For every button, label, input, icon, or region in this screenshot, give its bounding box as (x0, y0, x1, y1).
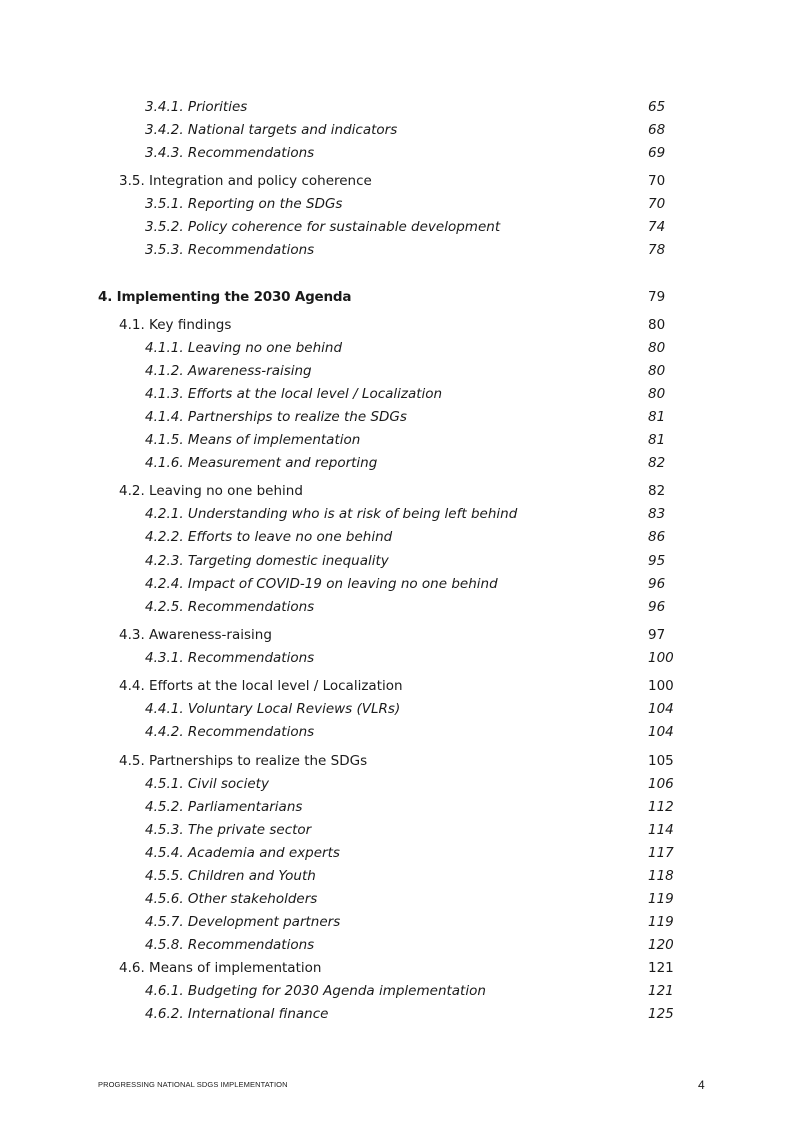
toc-entry-title: 3.4.1. Priorities (145, 99, 248, 115)
toc-entry-page-number: 82 (648, 455, 666, 471)
toc-subsection-entry[interactable] (0, 407, 793, 427)
toc-subsection-entry[interactable] (0, 597, 793, 617)
toc-entry-title: 3.5.1. Reporting on the SDGs (145, 196, 343, 212)
toc-entry-title: 4.2.3. Targeting domestic inequality (145, 553, 389, 569)
toc-entry-title: 4.5. Partnerships to realize the SDGs (119, 753, 368, 769)
toc-entry-title: 4.1.4. Partnerships to realize the SDGs (145, 409, 407, 425)
toc-subsection-entry[interactable] (0, 453, 793, 473)
toc-entry-title: 4.5.5. Children and Youth (145, 868, 316, 884)
running-footer-title: PROGRESSING NATIONAL SDGS IMPLEMENTATION (98, 1080, 288, 1089)
toc-entry-title: 4.5.4. Academia and experts (145, 845, 340, 861)
toc-entry-title: 4.1.6. Measurement and reporting (145, 455, 378, 471)
toc-subsection-entry[interactable] (0, 866, 793, 886)
toc-entry-page-number: 120 (648, 937, 674, 953)
toc-subsection-entry[interactable] (0, 912, 793, 932)
toc-subsection-entry[interactable] (0, 430, 793, 450)
toc-entry-title: 4.4. Efforts at the local level / Localization (119, 678, 403, 694)
toc-entry-page-number: 65 (648, 99, 666, 115)
toc-section-entry[interactable] (0, 625, 793, 645)
toc-subsection-entry[interactable] (0, 774, 793, 794)
toc-subsection-entry[interactable] (0, 935, 793, 955)
toc-entry-page-number: 80 (648, 386, 666, 402)
toc-entry-title: 4.4.1. Voluntary Local Reviews (VLRs) (145, 701, 401, 717)
toc-entry-page-number: 81 (648, 409, 666, 425)
toc-entry-title: 4. Implementing the 2030 Agenda (98, 289, 352, 305)
toc-entry-page-number: 119 (648, 891, 674, 907)
toc-entry-page-number: 106 (648, 776, 674, 792)
toc-entry-title: 4.1.5. Means of implementation (145, 432, 361, 448)
toc-entry-page-number: 79 (648, 289, 666, 305)
toc-entry-page-number: 80 (648, 340, 666, 356)
toc-entry-page-number: 80 (648, 317, 666, 333)
toc-entry-page-number: 69 (648, 145, 666, 161)
toc-entry-page-number: 114 (648, 822, 674, 838)
toc-entry-title: 4.5.7. Development partners (145, 914, 341, 930)
toc-subsection-entry[interactable] (0, 574, 793, 594)
toc-entry-page-number: 104 (648, 701, 674, 717)
toc-entry-title: 4.1.1. Leaving no one behind (145, 340, 343, 356)
toc-entry-title: 4.5.3. The private sector (145, 822, 312, 838)
toc-subsection-entry[interactable] (0, 699, 793, 719)
toc-entry-page-number: 96 (648, 599, 666, 615)
toc-entry-page-number: 74 (648, 219, 666, 235)
toc-subsection-entry[interactable] (0, 843, 793, 863)
toc-entry-title: 4.6.1. Budgeting for 2030 Agenda implementation (145, 983, 486, 999)
toc-entry-title: 4.6.2. International finance (145, 1006, 329, 1022)
toc-entry-page-number: 68 (648, 122, 666, 138)
toc-entry-title: 3.4.2. National targets and indicators (145, 122, 398, 138)
toc-section-entry[interactable] (0, 751, 793, 771)
toc-entry-page-number: 121 (648, 983, 674, 999)
toc-entry-page-number: 70 (648, 196, 666, 212)
toc-entry-page-number: 81 (648, 432, 666, 448)
toc-entry-title: 4.3. Awareness-raising (119, 627, 272, 643)
toc-entry-page-number: 80 (648, 363, 666, 379)
toc-subsection-entry[interactable] (0, 820, 793, 840)
toc-entry-title: 4.2.1. Understanding who is at risk of being left behind (145, 506, 518, 522)
toc-entry-title: 4.3.1. Recommendations (145, 650, 315, 666)
toc-entry-title: 4.2.2. Efforts to leave no one behind (145, 529, 393, 545)
toc-entry-title: 3.5.2. Policy coherence for sustainable development (145, 219, 501, 235)
toc-entry-page-number: 112 (648, 799, 674, 815)
toc-subsection-entry[interactable] (0, 722, 793, 742)
toc-entry-page-number: 121 (648, 960, 674, 976)
toc-entry-page-number: 100 (648, 678, 674, 694)
toc-entry-page-number: 96 (648, 576, 666, 592)
toc-subsection-entry[interactable] (0, 120, 793, 140)
toc-entry-title: 4.6. Means of implementation (119, 960, 322, 976)
toc-subsection-entry[interactable] (0, 384, 793, 404)
toc-entry-page-number: 119 (648, 914, 674, 930)
toc-entry-page-number: 82 (648, 483, 666, 499)
toc-subsection-entry[interactable] (0, 97, 793, 117)
toc-entry-title: 4.4.2. Recommendations (145, 724, 315, 740)
toc-entry-title: 4.5.8. Recommendations (145, 937, 315, 953)
toc-entry-title: 4.1.3. Efforts at the local level / Localization (145, 386, 443, 402)
toc-subsection-entry[interactable] (0, 551, 793, 571)
toc-entry-page-number: 117 (648, 845, 674, 861)
toc-subsection-entry[interactable] (0, 1004, 793, 1024)
toc-subsection-entry[interactable] (0, 240, 793, 260)
toc-entry-title: 4.2.5. Recommendations (145, 599, 315, 615)
toc-entry-title: 4.5.2. Parliamentarians (145, 799, 303, 815)
toc-subsection-entry[interactable] (0, 338, 793, 358)
toc-section-entry[interactable] (0, 958, 793, 978)
toc-subsection-entry[interactable] (0, 981, 793, 1001)
toc-entry-title: 3.4.3. Recommendations (145, 145, 315, 161)
toc-subsection-entry[interactable] (0, 194, 793, 214)
toc-entry-page-number: 104 (648, 724, 674, 740)
toc-entry-page-number: 83 (648, 506, 666, 522)
toc-subsection-entry[interactable] (0, 527, 793, 547)
toc-entry-page-number: 105 (648, 753, 674, 769)
toc-subsection-entry[interactable] (0, 143, 793, 163)
toc-entry-page-number: 118 (648, 868, 674, 884)
toc-subsection-entry[interactable] (0, 797, 793, 817)
toc-entry-title: 4.5.6. Other stakeholders (145, 891, 318, 907)
toc-entry-title: 3.5. Integration and policy coherence (119, 173, 372, 189)
toc-entry-page-number: 86 (648, 529, 666, 545)
page-number: 4 (698, 1078, 705, 1092)
toc-entry-title: 4.5.1. Civil society (145, 776, 269, 792)
toc-subsection-entry[interactable] (0, 648, 793, 668)
toc-entry-page-number: 125 (648, 1006, 674, 1022)
toc-entry-title: 4.1. Key findings (119, 317, 232, 333)
toc-entry-page-number: 97 (648, 627, 666, 643)
toc-entry-title: 3.5.3. Recommendations (145, 242, 315, 258)
toc-section-entry[interactable] (0, 481, 793, 501)
toc-entry-page-number: 95 (648, 553, 666, 569)
toc-section-entry[interactable] (0, 676, 793, 696)
toc-subsection-entry[interactable] (0, 361, 793, 381)
toc-subsection-entry[interactable] (0, 504, 793, 524)
toc-entry-title: 4.2.4. Impact of COVID-19 on leaving no one behind (145, 576, 498, 592)
toc-entry-title: 4.2. Leaving no one behind (119, 483, 303, 499)
toc-section-entry[interactable] (0, 171, 793, 191)
toc-entry-page-number: 78 (648, 242, 666, 258)
toc-subsection-entry[interactable] (0, 889, 793, 909)
toc-chapter-entry[interactable] (0, 287, 793, 307)
toc-entry-page-number: 70 (648, 173, 666, 189)
toc-entry-page-number: 100 (648, 650, 674, 666)
toc-section-entry[interactable] (0, 315, 793, 335)
toc-entry-title: 4.1.2. Awareness-raising (145, 363, 312, 379)
toc-subsection-entry[interactable] (0, 217, 793, 237)
